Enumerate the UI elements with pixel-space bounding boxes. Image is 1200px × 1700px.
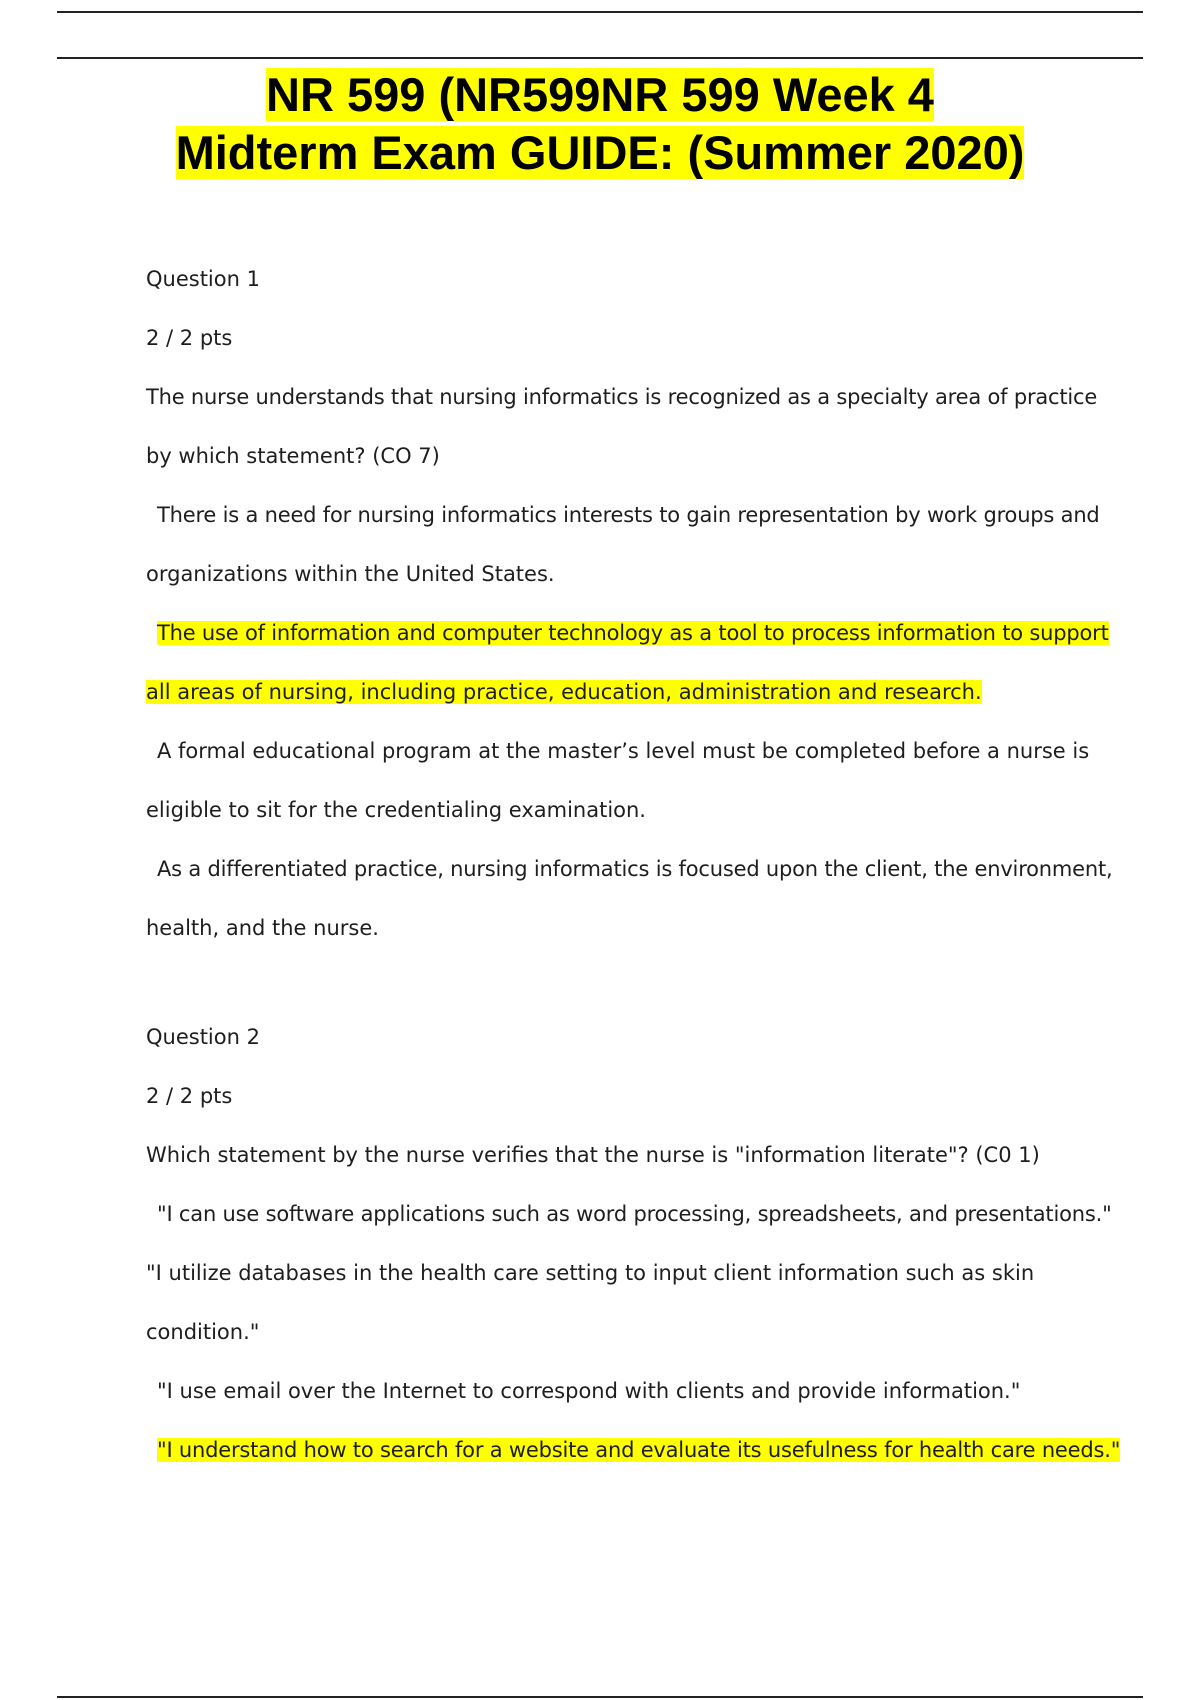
correct-answer-line — [146, 663, 1086, 722]
answer-option-line: "I use email over the Internet to correspond with clients and provide information." — [157, 1379, 1021, 1403]
header-rule — [57, 57, 1143, 59]
correct-answer-text: "I understand how to search for a website and evaluate its usefulness for health care needs." — [157, 1438, 1121, 1462]
question-prompt-line: Which statement by the nurse verifies that the nurse is "information literate"? (C0 1) — [146, 1143, 1040, 1167]
correct-answer-text: all areas of nursing, including practice, education, administration and research. — [146, 680, 982, 704]
correct-answer-line — [146, 1421, 1121, 1480]
question-points: 2 / 2 pts — [146, 326, 233, 350]
answer-option-line: "I can use software applications such as word processing, spreadsheets, and presentations." — [157, 1202, 1112, 1226]
question-points: 2 / 2 pts — [146, 1084, 233, 1108]
question-prompt-line: by which statement? (CO 7) — [146, 444, 440, 468]
answer-option-line: There is a need for nursing informatics interests to gain representation by work groups and — [157, 503, 1100, 527]
top-rule — [57, 11, 1143, 13]
correct-answer-text: The use of information and computer technology as a tool to process information to support — [157, 621, 1109, 645]
answer-option-line: As a differentiated practice, nursing informatics is focused upon the client, the environment, — [157, 857, 1113, 881]
answer-option-line: eligible to sit for the credentialing examination. — [146, 798, 646, 822]
answer-option-line: organizations within the United States. — [146, 562, 555, 586]
document-body — [146, 250, 1121, 1480]
question-label: Question 2 — [146, 1025, 260, 1049]
answer-option-line: A formal educational program at the master’s level must be completed before a nurse is — [157, 739, 1090, 763]
document-title — [60, 66, 1140, 182]
footer-rule — [57, 1696, 1143, 1698]
correct-answer-line — [146, 604, 1109, 663]
question-1 — [146, 250, 1113, 958]
question-label: Question 1 — [146, 267, 260, 291]
title-line-1: NR 599 (NR599NR 599 Week 4 — [266, 68, 934, 121]
question-prompt-line: The nurse understands that nursing informatics is recognized as a specialty area of practice — [146, 385, 1098, 409]
answer-option-line: health, and the nurse. — [146, 916, 379, 940]
question-spacer — [146, 958, 1086, 1008]
title-line-2: Midterm Exam GUIDE: (Summer 2020) — [175, 126, 1025, 179]
answer-option-line: condition." — [146, 1320, 260, 1344]
answer-option-line: "I utilize databases in the health care setting to input client information such as skin — [146, 1261, 1035, 1285]
question-2 — [146, 1008, 1121, 1480]
